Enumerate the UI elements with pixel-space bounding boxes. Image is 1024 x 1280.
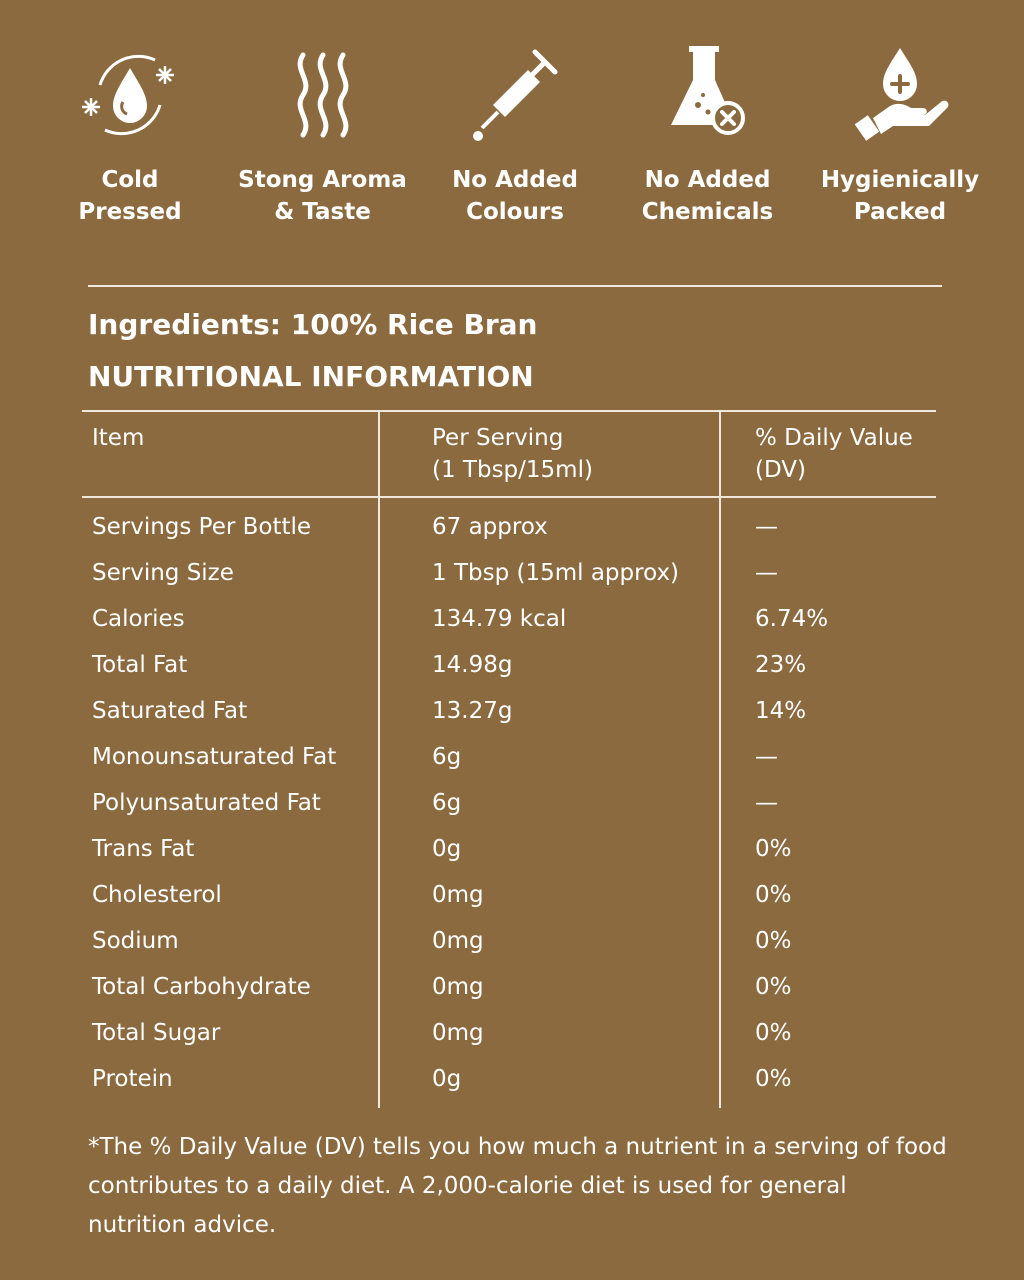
footnote: *The % Daily Value (DV) tells you how much a nutrient in a serving of food contributes to a daily diet. A 2,000-calorie diet is used for general nutrition advice.: [88, 1134, 947, 1238]
item-name: Protein: [92, 1066, 173, 1092]
table-row: [82, 504, 936, 550]
aroma-waves-icon: [268, 40, 378, 150]
daily-value: 14%: [755, 698, 807, 724]
cold-press-drop-icon: [75, 40, 185, 150]
ingredients-text: Ingredients: 100% Rice Bran: [88, 308, 538, 341]
per-serving-value: 14.98g: [432, 652, 513, 678]
per-serving-value: 6g: [432, 790, 462, 816]
table-row: [82, 1010, 936, 1056]
per-serving-value: 0g: [432, 1066, 462, 1092]
flask-x-icon: [653, 40, 763, 150]
badge-label: No Added Colours: [452, 167, 578, 225]
item-name: Calories: [92, 606, 185, 632]
table-row: [82, 918, 936, 964]
badge-label: Cold Pressed: [78, 167, 182, 225]
per-serving-value: 0g: [432, 836, 462, 862]
table-header-border: [82, 496, 936, 498]
table-row: [82, 688, 936, 734]
table-row: [82, 1056, 936, 1102]
item-name: Polyunsaturated Fat: [92, 790, 321, 816]
item-name: Monounsaturated Fat: [92, 744, 337, 770]
section-divider: [88, 285, 942, 287]
table-row: [82, 872, 936, 918]
per-serving-value: 0mg: [432, 1020, 484, 1046]
per-serving-value: 134.79 kcal: [432, 606, 567, 632]
badge-no-chemicals: [618, 40, 798, 228]
table-row: [82, 642, 936, 688]
daily-value: 0%: [755, 974, 792, 1000]
daily-value: 0%: [755, 1066, 792, 1092]
table-row: [82, 964, 936, 1010]
item-name: Servings Per Bottle: [92, 514, 312, 540]
per-serving-value: 13.27g: [432, 698, 513, 724]
per-serving-value: 0mg: [432, 974, 484, 1000]
per-serving-value: 0mg: [432, 882, 484, 908]
daily-value: 0%: [755, 882, 792, 908]
per-serving-value: 0mg: [432, 928, 484, 954]
daily-value: 0%: [755, 1020, 792, 1046]
per-serving-value: 1 Tbsp (15ml approx): [432, 560, 680, 586]
daily-value: —: [755, 514, 778, 540]
item-name: Cholesterol: [92, 882, 222, 908]
table-row: [82, 780, 936, 826]
header-daily-value: % Daily Value (DV): [755, 425, 913, 483]
table-row: [82, 550, 936, 596]
dropper-icon: [460, 40, 570, 150]
daily-value: 0%: [755, 928, 792, 954]
per-serving-value: 6g: [432, 744, 462, 770]
per-serving-value: 67 approx: [432, 514, 548, 540]
item-name: Serving Size: [92, 560, 234, 586]
item-name: Trans Fat: [92, 836, 195, 862]
nutrition-table: [82, 410, 936, 1108]
item-name: Total Sugar: [92, 1020, 221, 1046]
item-name: Sodium: [92, 928, 179, 954]
badge-label: Hygienically Packed: [820, 167, 980, 225]
daily-value: 0%: [755, 836, 792, 862]
table-row: [82, 826, 936, 872]
daily-value: —: [755, 744, 778, 770]
daily-value: 6.74%: [755, 606, 829, 632]
header-per-serving: Per Serving (1 Tbsp/15ml): [432, 425, 593, 483]
item-name: Total Fat: [92, 652, 188, 678]
badge-hygienic: [810, 40, 990, 228]
table-row: [82, 734, 936, 780]
badge-no-colours: [425, 40, 605, 228]
badge-aroma: [233, 40, 413, 228]
hand-drop-plus-icon: [845, 40, 955, 150]
feature-badges: [40, 40, 990, 228]
badge-label: Stong Aroma & Taste: [238, 167, 407, 225]
daily-value: —: [755, 560, 778, 586]
table-row: [82, 596, 936, 642]
header-item: Item: [92, 425, 145, 451]
table-top-border: [82, 410, 936, 412]
item-name: Total Carbohydrate: [92, 974, 311, 1000]
badge-cold-pressed: [40, 40, 220, 228]
daily-value: 23%: [755, 652, 807, 678]
nutrition-heading: NUTRITIONAL INFORMATION: [88, 360, 534, 393]
badge-label: No Added Chemicals: [641, 167, 774, 225]
daily-value: —: [755, 790, 778, 816]
item-name: Saturated Fat: [92, 698, 248, 724]
